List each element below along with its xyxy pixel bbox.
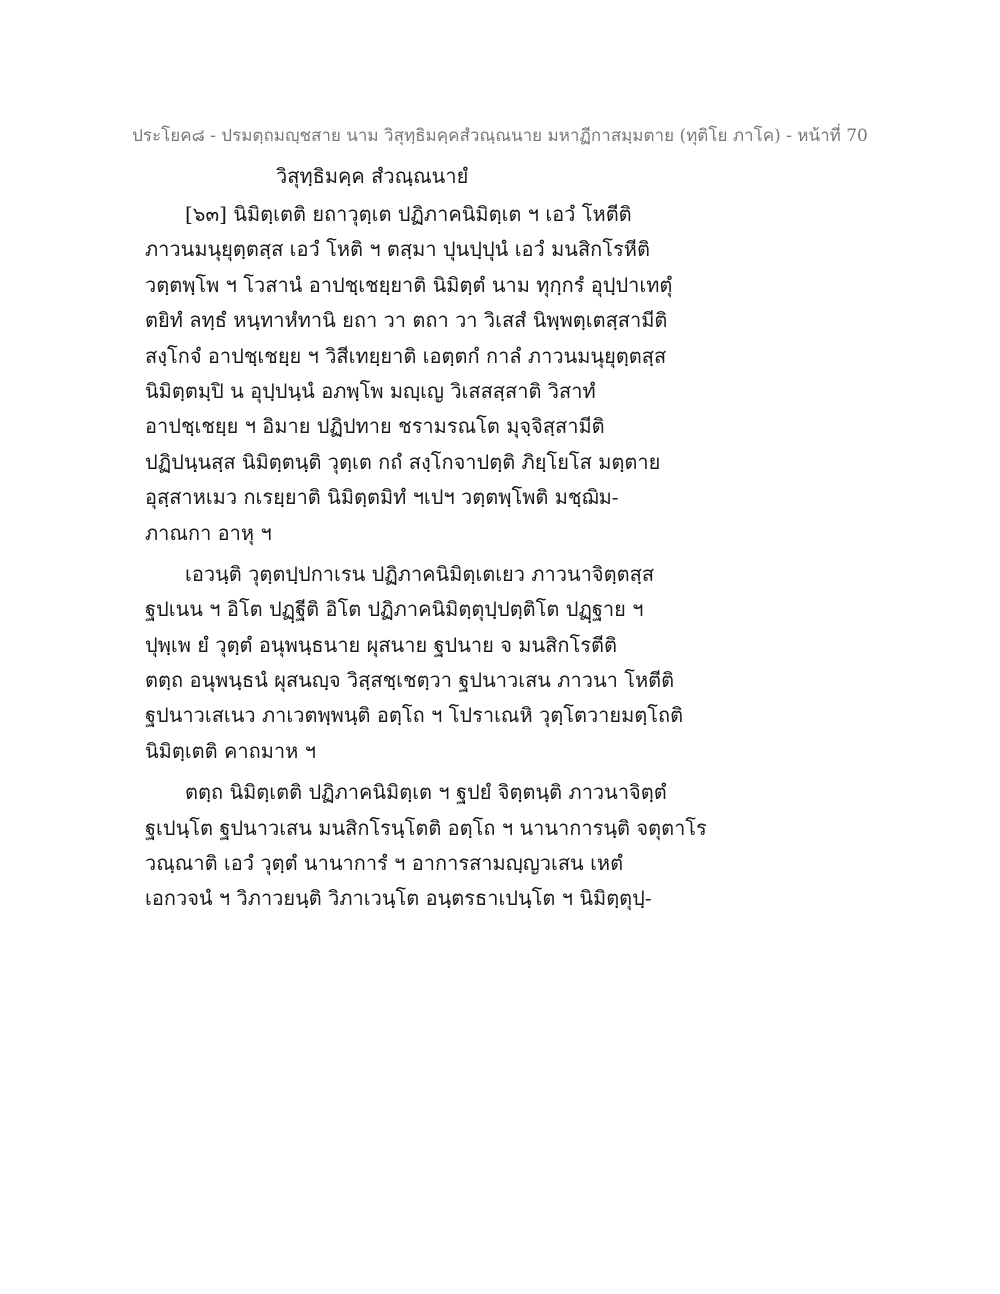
- body-text: [145, 197, 705, 917]
- text-line: นิมิตฺเตติ คาถมาห ฯ: [145, 738, 316, 763]
- section-title: วิสุทฺธิมคฺค สํวณฺณนายํ: [276, 164, 469, 188]
- text-line: [๖๓] นิมิตฺเตติ ยถาวุตฺเต ปฏิภาคนิมิตฺเต ฯ เอวํ โหตีติ: [185, 202, 632, 226]
- text-line: วตฺตพฺโพ ฯ โวสานํ อาปชฺเชยฺยาติ นิมิตฺตํ นาม ทุกฺกรํ อุปฺปาเทตุํ: [145, 272, 673, 297]
- text-line: ปฏิปนฺนสฺส นิมิตฺตนฺติ วุตฺเต กถํ สงฺโกจาปตฺติ ภิยฺโยโส มตฺตาย: [145, 449, 661, 474]
- text-line: ฐปเนน ฯ อิโต ปฏฺฐีติ อิโต ปฏิภาคนิมิตฺตุปฺปตฺติโต ปฏฺฐาย ฯ: [145, 597, 644, 622]
- text-line: เอวนฺติ วุตฺตปฺปกาเรน ปฏิภาคนิมิตฺเตเยว ภาวนาจิตฺตสฺส: [185, 561, 655, 586]
- text-line: ตตฺถ นิมิตฺเตติ ปฏิภาคนิมิตฺเต ฯ ฐปยํ จิตฺตนฺติ ภาวนาจิตฺตํ: [185, 780, 667, 805]
- text-line: วณฺณาติ เอวํ วุตฺตํ นานาการํ ฯ อาการสามญฺญวเสน เหตํ: [145, 851, 624, 876]
- running-header: ประโยค๘ - ปรมตฺถมญฺชสาย นาม วิสุทฺธิมคฺคสํวณฺณนาย มหาฏีกาสมฺมตาย (ทุติโย ภาโค) - หน้าที่ 70: [132, 126, 868, 146]
- text-line: ฐเปนฺโต ฐปนาวเสน มนสิกโรนฺโตติ อตฺโถ ฯ นานาการนฺติ จตุตาโร: [145, 815, 707, 840]
- text-line: ตยิทํ ลทฺธํ หนฺทาหํทานิ ยถา วา ตถา วา วิเสสํ นิพฺพตฺเตสฺสามีติ: [145, 308, 668, 333]
- text-line: ปุพฺเพ ยํ วุตฺตํ อนุพนฺธนาย ผุสนาย ฐปนาย จ มนสิกโรตีติ: [145, 632, 617, 657]
- text-line: เอกวจนํ ฯ วิภาวยนฺติ วิภาเวนฺโต อนฺตรธาเปนฺโต ฯ นิมิตฺตุปฺ-: [145, 886, 652, 911]
- text-line: อาปชฺเชยฺย ฯ อิมาย ปฏิปทาย ชรามรณโต มุจฺจิสฺสามีติ: [145, 414, 605, 439]
- text-line: ตตฺถ อนุพนฺธนํ ผุสนญฺจ วิสฺสชฺเชตฺวา ฐปนาวเสน ภาวนา โหตีติ: [145, 668, 675, 693]
- text-line: ภาวนมนุยุตฺตสฺส เอวํ โหติ ฯ ตสฺมา ปุนปฺปุนํ เอวํ มนสิกโรหีติ: [145, 237, 650, 262]
- text-line: อุสฺสาหเมว กเรยฺยาติ นิมิตฺตมิทํ ฯเปฯ วตฺตพฺโพติ มชฺฌิม-: [145, 485, 619, 510]
- text-line: นิมิตฺตมฺปิ น อุปฺปนฺนํ อภพฺโพ มญฺเญ วิเสสสฺสาติ วิสาทํ: [145, 378, 596, 403]
- text-line: ภาณกา อาหุ ฯ: [145, 520, 272, 545]
- text-line: ฐปนาวเสเนว ภาเวตพฺพนฺติ อตฺโถ ฯ โปราเณหิ วุตฺโตวายมตฺโถติ: [145, 703, 684, 728]
- text-line: สงฺโกจํ อาปชฺเชยฺย ฯ วิสีเทยฺยาติ เอตฺตกํ กาลํ ภาวนมนุยุตฺตสฺส: [145, 343, 667, 368]
